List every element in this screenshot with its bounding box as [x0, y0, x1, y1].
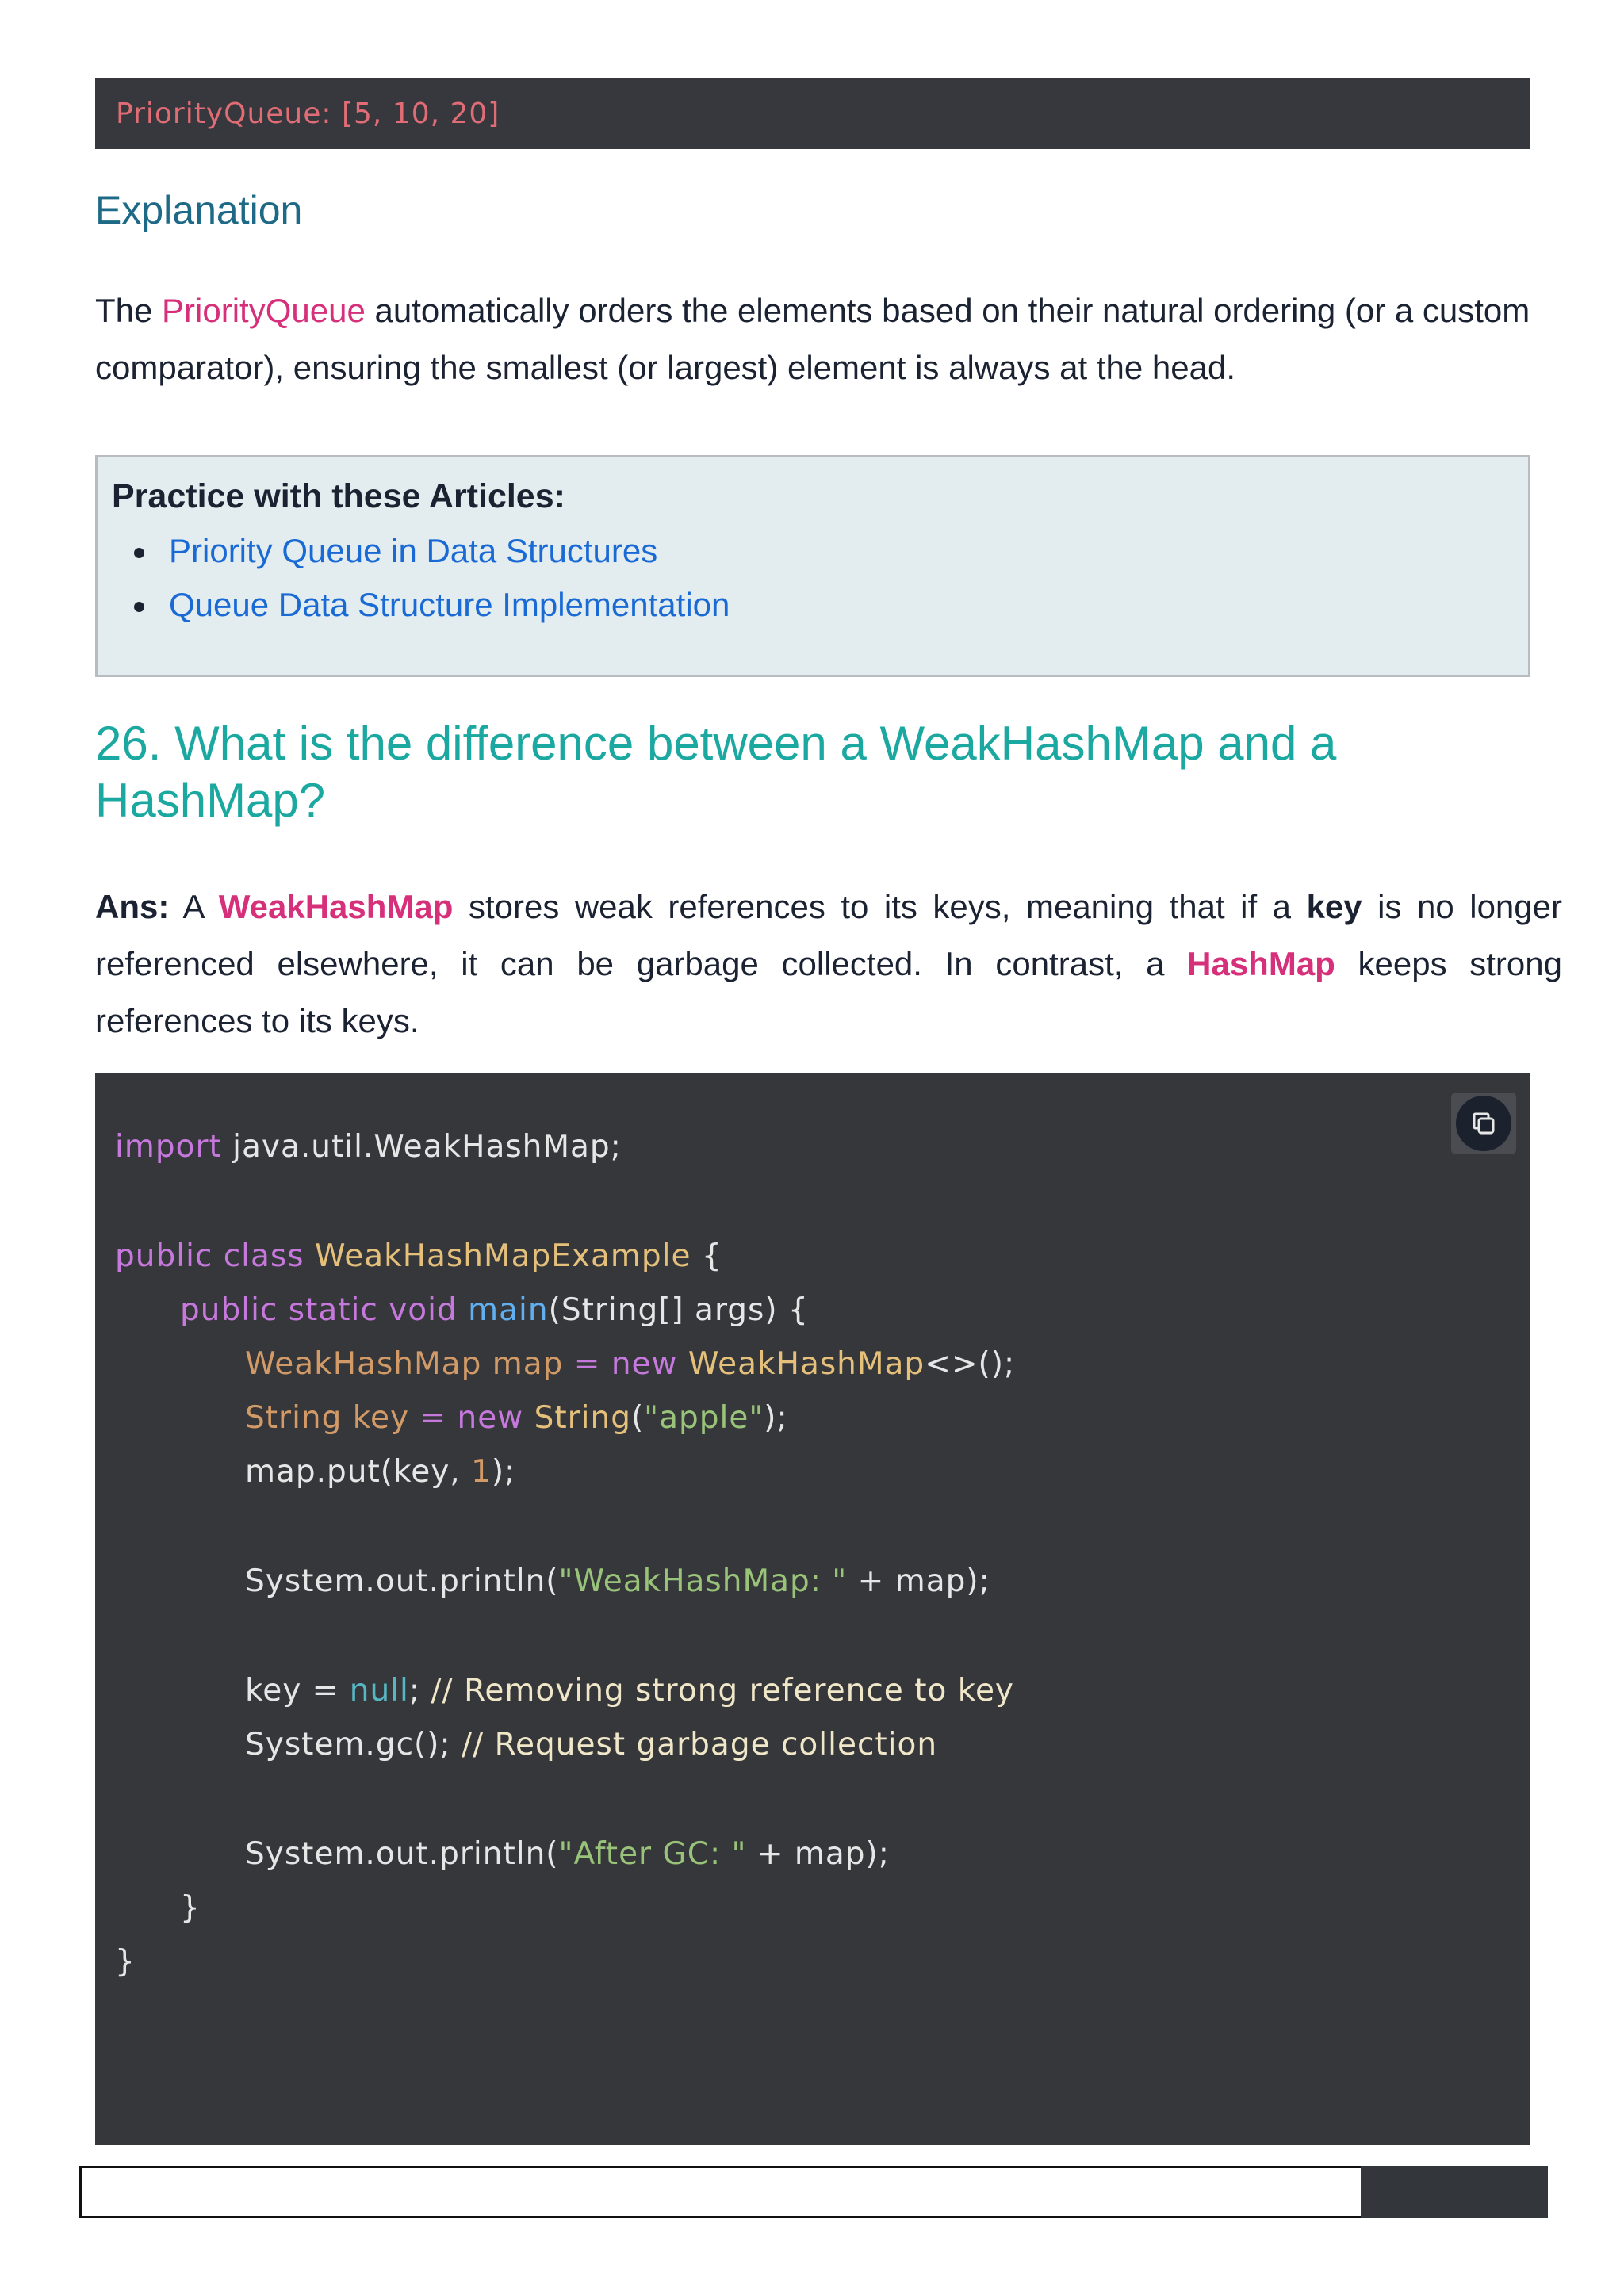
code-token: (String[] args) {: [548, 1292, 809, 1328]
explanation-text-2: automatically orders the elements based on their natural ordering (or a custom comparator), ensuring the smallest (or largest) element is always at the head.: [95, 292, 1530, 386]
explanation-heading: Explanation: [95, 188, 303, 232]
practice-link-list: [112, 524, 1528, 632]
answer-paragraph: [95, 878, 1562, 1050]
code-token: new: [457, 1400, 534, 1436]
code-token: WeakHashMap: [688, 1346, 925, 1382]
code-token: System.out.println(: [245, 1563, 559, 1599]
code-token: main: [468, 1292, 549, 1328]
code-line-14: [245, 1835, 890, 1874]
practice-title: Practice with these Articles:: [112, 477, 565, 515]
code-line-9: [245, 1562, 990, 1601]
copy-button[interactable]: [1451, 1093, 1516, 1154]
code-token: );: [491, 1454, 516, 1490]
code-line-4: [180, 1291, 809, 1330]
code-token: + map);: [847, 1563, 990, 1599]
answer-term-weakhashmap: WeakHashMap: [218, 888, 454, 925]
answer-text-3: is no longer referenced elsewhere, it can be garbage collected. In contrast, a: [95, 888, 1562, 982]
code-token: =: [573, 1346, 611, 1382]
code-token: WeakHashMap map: [245, 1346, 574, 1382]
answer-text-4: keeps strong references to its keys.: [95, 945, 1562, 1039]
code-token: );: [764, 1400, 788, 1436]
answer-text-2: stores weak references to its keys, meaning that if a: [453, 888, 1307, 925]
code-line-5: [245, 1345, 1015, 1384]
answer-term-hashmap: HashMap: [1187, 945, 1335, 982]
question-heading: 26. What is the difference between a WeakHashMap and a HashMap?: [95, 717, 1337, 827]
code-token: new: [611, 1346, 688, 1382]
answer-label: Ans:: [95, 888, 170, 925]
code-block: [95, 1073, 1530, 2145]
copy-button-circle: [1456, 1096, 1511, 1151]
explanation-paragraph: [95, 282, 1562, 396]
code-line-11: [245, 1671, 1014, 1711]
code-token: "After GC: ": [558, 1836, 747, 1872]
code-line-15: [180, 1888, 201, 1928]
answer-key-word: key: [1306, 888, 1362, 925]
copy-icon: [1469, 1109, 1498, 1138]
code-token: }: [180, 1890, 201, 1926]
code-token: ;: [408, 1673, 431, 1709]
code-token: + map);: [746, 1836, 890, 1872]
practice-link-item: [112, 524, 1528, 578]
code-line-12: [245, 1725, 937, 1765]
code-token: key =: [245, 1673, 350, 1709]
code-token: // Removing strong reference to key: [431, 1673, 1015, 1709]
code-token: =: [419, 1400, 458, 1436]
practice-link-priority-queue[interactable]: Priority Queue in Data Structures: [169, 532, 658, 569]
practice-box: [95, 455, 1530, 677]
code-token: // Request garbage collection: [462, 1727, 938, 1762]
code-line-1: [115, 1127, 622, 1167]
code-token: import: [115, 1129, 222, 1165]
code-line-16: [115, 1942, 136, 1982]
output-text: PriorityQueue: [5, 10, 20]: [116, 97, 500, 130]
code-token: WeakHashMapExample: [314, 1238, 691, 1274]
footer-dark-segment: [1361, 2166, 1548, 2218]
code-token: "apple": [644, 1400, 764, 1436]
explanation-text-1: The: [95, 292, 163, 329]
code-token: {: [691, 1238, 722, 1274]
answer-text-1: A: [169, 888, 219, 925]
explanation-highlight: PriorityQueue: [162, 292, 366, 329]
footer-bar: [79, 2166, 1548, 2218]
code-token: <>();: [925, 1346, 1016, 1382]
code-token: System.out.println(: [245, 1836, 559, 1872]
code-token: System.gc();: [245, 1727, 462, 1762]
code-token: null: [349, 1673, 409, 1709]
code-token: (: [630, 1400, 645, 1436]
code-line-3: [115, 1237, 722, 1276]
code-token: public static void: [180, 1292, 469, 1328]
code-token: }: [115, 1944, 136, 1980]
output-block: [95, 78, 1530, 149]
code-token: public class: [115, 1238, 315, 1274]
code-token: java.util.WeakHashMap;: [221, 1129, 622, 1165]
code-token: 1: [471, 1454, 492, 1490]
bullet-icon: [134, 548, 144, 558]
code-line-6: [245, 1399, 788, 1438]
code-token: String key: [245, 1400, 420, 1436]
code-token: map.put(key,: [245, 1454, 472, 1490]
practice-link-queue-implementation[interactable]: Queue Data Structure Implementation: [169, 586, 730, 623]
bullet-icon: [134, 602, 144, 612]
code-token: "WeakHashMap: ": [558, 1563, 848, 1599]
code-line-7: [245, 1452, 515, 1492]
code-token: String: [534, 1400, 631, 1436]
practice-link-item: [112, 578, 1528, 632]
